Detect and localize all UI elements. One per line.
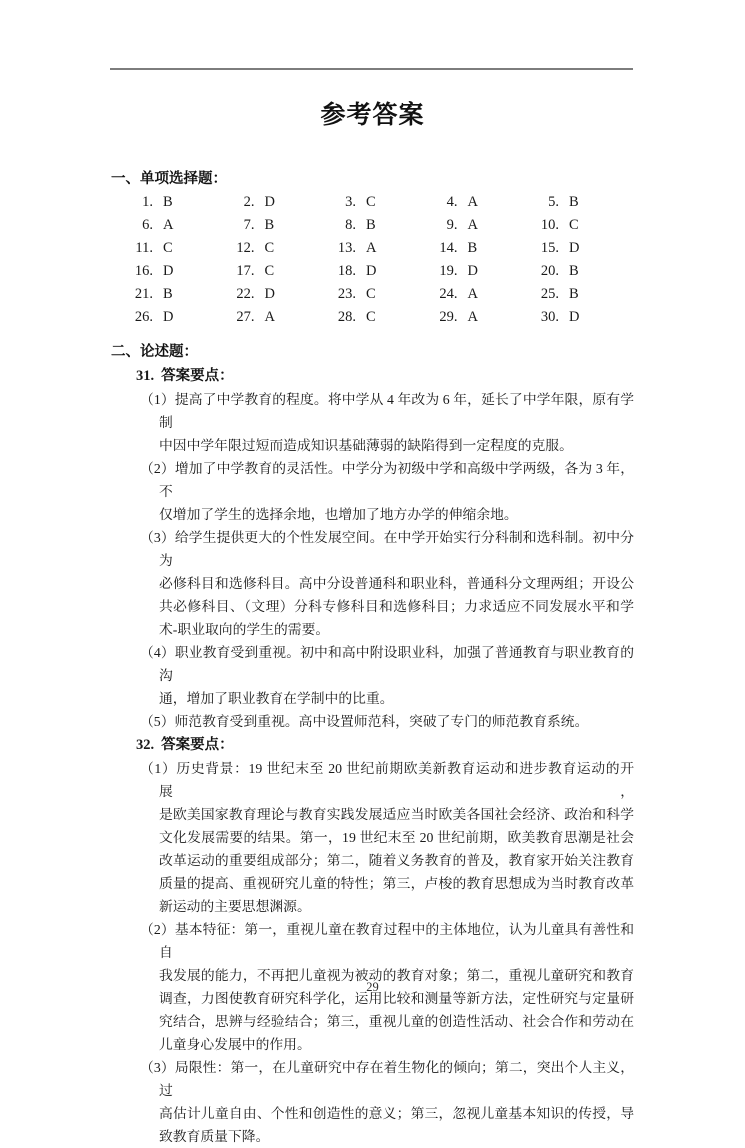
question-number: 20.	[540, 263, 559, 279]
answer-letter: B	[569, 286, 579, 302]
answer-letter: D	[569, 240, 580, 256]
question-number: 7.	[243, 217, 255, 233]
mcq-answer-cell	[213, 237, 315, 260]
answer-letter: A	[264, 309, 275, 325]
answer-point-line: 调查，力图使教育研究科学化，运用比较和测量等新方法，定性研究与定量研	[159, 991, 634, 1006]
mcq-answer-cell	[111, 283, 213, 306]
answer-point	[140, 757, 634, 918]
question-number: 11.	[135, 240, 153, 256]
answer-point-line: 通，增加了职业教育在学制中的比重。	[159, 691, 394, 706]
page-number: 29	[366, 980, 379, 994]
mcq-answer-cell	[111, 237, 213, 260]
answer-point-line: （3）给学生提供更大的个性发展空间。在中学开始实行分科制和选科制。初中分为	[140, 530, 634, 568]
question-number: 27.	[236, 309, 255, 325]
answer-letter: C	[366, 286, 376, 302]
mcq-answer-cell	[517, 214, 619, 237]
question-number: 2.	[243, 194, 255, 210]
answer-point-line: 中因中学年限过短而造成知识基础薄弱的缺陷得到一定程度的克服。	[159, 438, 573, 453]
question-number: 13.	[337, 240, 356, 256]
mcq-answer-cell	[213, 214, 315, 237]
answer-point-line: （5）师范教育受到重视。高中设置师范科，突破了专门的师范教育系统。	[140, 714, 589, 729]
essay-question-heading	[136, 364, 745, 388]
answer-letter: A	[366, 240, 377, 256]
question-number: 1.	[142, 194, 153, 210]
answer-point-line: 改革运动的重要组成部分；第二，随着义务教育的普及，教育家开始关注教育	[159, 853, 634, 868]
mcq-answer-cell	[213, 191, 315, 214]
answer-letter: B	[467, 240, 478, 256]
answer-point-line: （4）职业教育受到重视。初中和高中附设职业科，加强了普通教育与职业教育的沟	[140, 645, 634, 683]
answer-point-line: （3）局限性：第一，在儿童研究中存在着生物化的倾向；第二，突出个人主义，过	[140, 1060, 634, 1098]
mcq-section-heading: 一、单项选择题：	[111, 171, 227, 187]
answer-point	[140, 1056, 634, 1148]
question-number: 30.	[540, 309, 559, 325]
answer-letter: D	[467, 263, 478, 279]
answer-letter: D	[264, 286, 275, 302]
page-title: 参考答案	[320, 101, 425, 129]
mcq-answer-grid	[111, 191, 745, 329]
answer-point-line: 术-职业取向的学生的需要。	[159, 622, 330, 637]
question-number: 18.	[337, 263, 356, 279]
answer-point-line: 究结合，思辨与经验结合；第三，重视儿童的创造性活动、社会合作和劳动在	[159, 1014, 634, 1029]
answer-letter: B	[366, 217, 376, 233]
answer-letter: B	[163, 194, 173, 210]
answer-letter: A	[467, 309, 478, 325]
mcq-answer-cell	[416, 214, 518, 237]
mcq-answer-cell	[416, 237, 518, 260]
mcq-answer-cell	[416, 306, 518, 329]
essay-question-label: 答案要点：	[161, 737, 234, 753]
question-number: 23.	[337, 286, 356, 302]
essay-section-heading: 二、论述题：	[111, 344, 198, 360]
mcq-answer-cell	[416, 191, 518, 214]
answer-letter: D	[569, 309, 580, 325]
question-number: 6.	[142, 217, 153, 233]
mcq-answer-cell	[314, 191, 416, 214]
answer-point	[140, 526, 634, 641]
answer-point-line: 是欧美国家教育理论与教育实践发展适应当时欧美各国社会经济、政治和科学	[159, 807, 634, 822]
answer-letter: C	[264, 263, 275, 279]
answer-letter: C	[264, 240, 275, 256]
essay-question-label: 答案要点：	[161, 368, 234, 384]
answer-point-line: 致教育质量下降。	[159, 1129, 270, 1144]
mcq-answer-cell	[213, 306, 315, 329]
answer-letter: D	[163, 263, 174, 279]
answer-point-line: 质量的提高、重视研究儿童的特性；第三，卢梭的教育思想成为当时教育改革	[159, 876, 634, 891]
question-number: 3.	[345, 194, 356, 210]
question-number: 26.	[134, 309, 153, 325]
answer-letter: A	[467, 286, 478, 302]
mcq-answer-cell	[517, 260, 619, 283]
answer-letter: A	[467, 217, 478, 233]
answer-point	[140, 457, 634, 526]
mcq-answer-cell	[517, 306, 619, 329]
mcq-answer-cell	[111, 214, 213, 237]
answer-letter: B	[569, 194, 579, 210]
answer-point	[140, 641, 634, 710]
mcq-answer-cell	[517, 191, 619, 214]
page-content	[0, 168, 745, 1148]
answer-letter: C	[569, 217, 579, 233]
question-number: 4.	[446, 194, 458, 210]
mcq-answer-cell	[314, 260, 416, 283]
mcq-answer-cell	[111, 260, 213, 283]
question-number: 28.	[337, 309, 356, 325]
header-rule	[110, 68, 633, 70]
mcq-answer-cell	[314, 214, 416, 237]
answer-point-line: （2）增加了中学教育的灵活性。中学分为初级中学和高级中学两级，各为 3 年，不	[140, 461, 634, 499]
question-number: 5.	[548, 194, 559, 210]
answer-point-line: （1）历史背景：19 世纪末至 20 世纪前期欧美新教育运动和进步教育运动的开展，	[140, 761, 634, 799]
question-number: 15.	[540, 240, 559, 256]
answer-point-line: 仅增加了学生的选择余地，也增加了地方办学的伸缩余地。	[159, 507, 518, 522]
answer-point-line: 我发展的能力，不再把儿童视为被动的教育对象；第二，重视儿童研究和教育	[159, 968, 634, 983]
answer-point-line: 必修科目和选修科目。高中分设普通科和职业科，普通科分文理两组；开设公	[159, 576, 634, 591]
question-number: 14.	[439, 240, 458, 256]
question-number: 21.	[134, 286, 153, 302]
essay-question-heading	[136, 733, 745, 757]
question-number: 24.	[439, 286, 458, 302]
mcq-answer-cell	[517, 237, 619, 260]
answer-point-line: 共必修科目、（文理）分科专修科目和选修科目；力求适应不同发展水平和学	[159, 599, 634, 614]
answer-letter: D	[163, 309, 174, 325]
mcq-answer-cell	[111, 191, 213, 214]
question-number: 19.	[439, 263, 458, 279]
mcq-answer-cell	[213, 260, 315, 283]
mcq-answer-cell	[517, 283, 619, 306]
question-number: 9.	[446, 217, 458, 233]
mcq-answer-cell	[314, 283, 416, 306]
answer-point-line: 儿童身心发展中的作用。	[159, 1037, 311, 1052]
mcq-answer-cell	[416, 283, 518, 306]
answer-point	[140, 388, 634, 457]
answer-point-line: （2）基本特征：第一，重视儿童在教育过程中的主体地位，认为儿童具有善性和自	[140, 922, 634, 960]
answer-letter: D	[264, 194, 275, 210]
essay-answer-list	[0, 364, 745, 1148]
answer-point-line: （1）提高了中学教育的程度。将中学从 4 年改为 6 年，延长了中学年限，原有学制	[140, 392, 634, 430]
mcq-answer-cell	[314, 306, 416, 329]
mcq-answer-cell	[416, 260, 518, 283]
answer-letter: A	[163, 217, 174, 233]
answer-letter: C	[366, 309, 376, 325]
answer-point-line: 新运动的主要思想渊源。	[159, 899, 311, 914]
answer-letter: C	[366, 194, 376, 210]
answer-point-line: 文化发展需要的结果。第一，19 世纪末至 20 世纪前期，欧美教育思潮是社会	[159, 830, 634, 845]
question-number: 17.	[236, 263, 255, 279]
answer-letter: C	[163, 240, 173, 256]
answer-letter: A	[467, 194, 478, 210]
answer-letter: D	[366, 263, 377, 279]
essay-question-number: 31.	[136, 368, 155, 384]
mcq-answer-cell	[314, 237, 416, 260]
question-number: 12.	[236, 240, 255, 256]
question-number: 25.	[540, 286, 559, 302]
question-number: 29.	[439, 309, 458, 325]
answer-letter: B	[163, 286, 173, 302]
mcq-answer-cell	[213, 283, 315, 306]
mcq-answer-cell	[111, 306, 213, 329]
question-number: 10.	[540, 217, 559, 233]
answer-letter: B	[264, 217, 275, 233]
question-number: 22.	[236, 286, 255, 302]
question-number: 8.	[345, 217, 356, 233]
answer-letter: B	[569, 263, 579, 279]
answer-point	[140, 710, 634, 733]
essay-question-number: 32.	[136, 737, 155, 753]
answer-point-line: 高估计儿童自由、个性和创造性的意义；第三，忽视儿童基本知识的传授，导	[159, 1106, 634, 1121]
question-number: 16.	[134, 263, 153, 279]
